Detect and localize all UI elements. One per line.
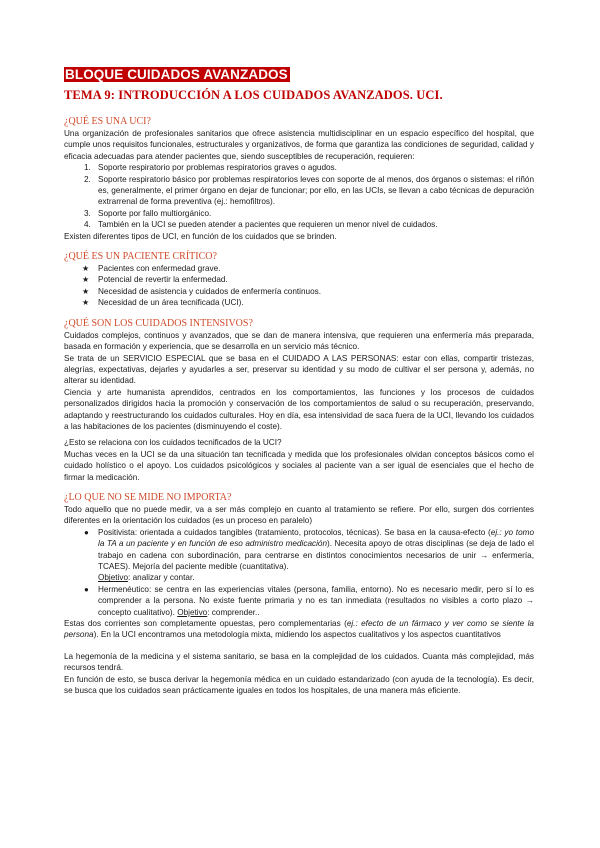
list-item — [64, 286, 534, 297]
bloque-heading — [64, 66, 534, 84]
star-bullet-icon: ★ — [82, 298, 90, 308]
corrientes-outro — [64, 618, 534, 641]
hegemonia-paragraph: La hegemonía de la medicina y el sistema sanitario, se basa en la complejidad de los cuidados. Cuanta más complejidad, más recursos tendrá. — [64, 651, 534, 673]
list-item — [64, 174, 534, 208]
hermeneutico-text: Hermenéutico: se centra en las experiencias vitales (persona, familia, entorno). No es necesario medir, pero sí lo es comprender a la persona. No existe fuente primaria y no es tan inmediata (resultados no visibles a corto plazo → concepto cualitativo). — [98, 584, 534, 617]
bullet-icon: ● — [84, 527, 89, 537]
tema-title: TEMA 9: INTRODUCCIÓN A LOS CUIDADOS AVANZADOS. UCI. — [64, 88, 443, 102]
no-se-mide-intro: Todo aquello que no puede medir, va a ser más complejo en cuanto al tratamiento se refiere. Por ello, surgen dos corrientes diferentes en la orientación los cuidados (es un proceso en paralelo) — [64, 504, 534, 526]
bullet-icon: ● — [84, 584, 89, 594]
estandarizado-paragraph: En función de esto, se busca derivar la hegemonía médica en un cuidado estandarizado (con ayuda de la tecnología). Es decir, se busca que los cuidados sean prácticamente iguales en todos los hospitales, de una manera más eficiente. — [64, 674, 534, 696]
section-title-uci: ¿QUÉ ES UNA UCI? — [64, 116, 151, 127]
item-number: 4. — [84, 220, 91, 230]
section-title-no-se-mide: ¿LO QUE NO SE MIDE NO IMPORTA? — [64, 491, 232, 503]
item-text: Necesidad de un área tecnificada (UCI). — [98, 298, 244, 308]
list-item — [64, 263, 534, 274]
outro-text: Estas dos corrientes son completamente opuestas, pero complementarias ( — [64, 619, 347, 629]
item-text: Necesidad de asistencia y cuidados de enfermería continuos. — [98, 286, 322, 296]
objetivo-label: Objetivo — [98, 573, 129, 583]
cuidados-paragraph-4: Muchas veces en la UCI se da una situación tan tecnificada y medida que los profesionales olvidan conceptos básicos como el cuidado holístico o el apoyo. Los cuidados psicológicos y sociales al paciente van a ser igual de esenciales que el hecho de firmar la medicación. — [64, 449, 534, 482]
item-text: Soporte respiratorio por problemas respiratorios graves o agudos. — [98, 163, 337, 173]
objetivo-label: Objetivo — [177, 607, 208, 617]
outro-example: ej.: efecto de un fármaco y ver como se siente la persona — [64, 619, 534, 640]
item-number: 2. — [84, 174, 91, 184]
item-text: Pacientes con enfermedad grave. — [98, 264, 221, 274]
uci-types-note: Existen diferentes tipos de UCI, en función de los cuidados que se brinden. — [64, 231, 337, 241]
item-number: 3. — [84, 208, 91, 218]
item-text: Potencial de revertir la enfermedad. — [98, 275, 228, 285]
cuidados-paragraph-3: Ciencia y arte humanista aprendidos, centrados en los comportamientos, las funciones y los procesos de cuidados personalizados dirigidos hacia la promoción y conservación de los comportamientos de salud o su recuperación, preservando, adaptando y reestructurando los cuidados culturales. Hoy en día, esa intensividad de saca fuera de la UCI, llevando los cuidados a las habitaciones de los pacientes (disminuyendo el coste). — [64, 387, 534, 431]
item-number: 1. — [84, 163, 91, 173]
list-item — [64, 219, 534, 230]
uci-definition: Una organización de profesionales sanitarios que ofrece asistencia multidisciplinar en un espacio específico del hospital, que cumple unos requisitos funcionales, estructurales y organizativos, de forma que garantiza las condiciones de seguridad, calidad y eficacia adecuadas para atender pacientes que, siendo susceptibles de recuperación, requieren: — [64, 129, 534, 161]
item-text: Soporte por fallo multiorgánico. — [98, 208, 212, 218]
star-bullet-icon: ★ — [82, 264, 90, 274]
star-bullet-icon: ★ — [82, 275, 90, 285]
list-item — [64, 527, 534, 584]
list-item — [64, 297, 534, 308]
document-content — [64, 66, 534, 696]
paciente-critico-list — [64, 263, 534, 309]
positivista-example: ej.: yo tomo la TA a un paciente y en función de eso administro medicación — [98, 527, 534, 549]
positivista-text-2: ). Necesita apoyo de otras disciplinas (se deja de lado el trabajo en cadena con subordinación, para centrarse en distintos conocimientos necesarios de unir → enfermería, TCAES). Mejoría del paciente medible (cuantitativa). — [98, 539, 534, 571]
positivista-text: Positivista: orientada a cuidados tangibles (tratamiento, protocolos, técnicas). Se basa en la causa-efecto ( — [98, 527, 491, 537]
objetivo-text: : comprender.. — [207, 607, 260, 617]
section-title-cuidados-intensivos: ¿QUÉ SON LOS CUIDADOS INTENSIVOS? — [64, 317, 253, 329]
list-item — [64, 208, 534, 219]
item-text: También en la UCI se pueden atender a pacientes que requieren un menor nivel de cuidados. — [98, 220, 438, 230]
list-item — [64, 162, 534, 173]
star-bullet-icon: ★ — [82, 286, 90, 296]
corrientes-list — [64, 527, 534, 618]
objetivo-text: : analizar y contar. — [128, 573, 195, 583]
cuidados-question: ¿Esto se relaciona con los cuidados tecnificados de la UCI? — [64, 438, 282, 448]
bloque-title: BLOQUE CUIDADOS AVANZADOS — [65, 67, 288, 82]
cuidados-paragraph-2: Se trata de un SERVICIO ESPECIAL que se basa en el CUIDADO A LAS PERSONAS: estar con ellas, compartir tristezas, alegrías, expectativas, dejarles y ayudarles a ser, preservar su identidad y su modo de cultivar el ser persona y, además, no alterar su identidad. — [64, 353, 534, 386]
list-item — [64, 274, 534, 285]
item-text: Soporte respiratorio básico por problemas respiratorios leves con soporte de al menos, dos órganos o sistemas: el riñón es, generalmente, el primer órgano en dejar de funcionar; por ello, en las UCIs, se llevan a cabo técnicas de depuración extrarrenal de forma preventiva (ej.: hemofiltros). — [98, 174, 534, 207]
section-title-paciente-critico: ¿QUÉ ES UN PACIENTE CRÍTICO? — [64, 251, 217, 263]
list-item — [64, 584, 534, 618]
outro-text-2: ). En la UCI encontramos una metodología mixta, midiendo los aspectos cualitativos y los aspectos cuantitativos — [93, 630, 501, 640]
uci-requirements-list — [64, 162, 534, 230]
cuidados-paragraph-1: Cuidados complejos, continuos y avanzados, que se dan de manera intensiva, que requieren una enfermería más preparada, basada en formación y experiencia, que se desarrolla en un servicio más técnico. — [64, 330, 534, 352]
